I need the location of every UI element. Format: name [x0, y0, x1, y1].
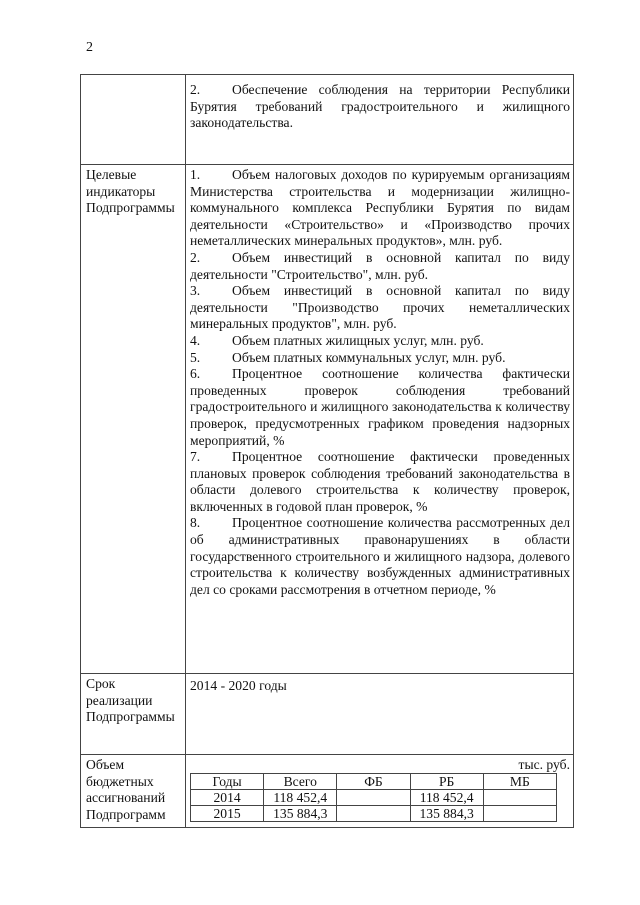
indicator-item — [190, 250, 570, 283]
budget-header-row — [191, 774, 557, 790]
table-row — [191, 806, 557, 822]
page-number: 2 — [86, 40, 93, 55]
item-text: Объем платных жилищных услуг, млн. руб. — [232, 332, 484, 348]
table-cell: 118 452,4 — [264, 790, 337, 806]
item-text: Процентное соотношение фактически проведенных плановых проверок соблюдения требований законодательства в области долевого строительства к количеству проверок, включенных в годовой план проверок, % — [190, 449, 570, 514]
indicator-item — [190, 515, 570, 598]
unit-label: тыс. руб. — [518, 757, 570, 772]
item-text: Процентное соотношение количества рассмотренных дел об административных правонарушениях в области государственного строительного и жилищного надзора, долевого строительства к количеству возбужденных административных дел со сроками рассмотрения в отчетном периоде, % — [190, 515, 570, 597]
item-number: 2. — [190, 82, 201, 97]
goals-row — [81, 75, 574, 165]
item-number: 5. — [190, 349, 201, 365]
table-cell: 2015 — [191, 806, 264, 822]
column-header: ФБ — [337, 774, 410, 790]
item-text: Обеспечение соблюдения на территории Республики Бурятия требований градостроительного и жилищного законодательства. — [190, 82, 570, 131]
table-cell — [483, 806, 556, 822]
indicator-item — [190, 283, 570, 333]
item-text: Объем платных коммунальных услуг, млн. руб. — [232, 349, 506, 365]
item-number: 1. — [190, 167, 201, 182]
budget-label-cell: Объем бюджетных ассигнований Подпрограмм — [81, 755, 186, 828]
goals-label-cell — [81, 75, 186, 165]
column-header: МБ — [483, 774, 556, 790]
goal-item — [190, 82, 570, 132]
term-row — [81, 674, 574, 755]
budget-row — [81, 755, 574, 828]
indicators-content-cell — [186, 165, 574, 674]
budget-content-cell — [186, 755, 574, 828]
indicator-item — [190, 167, 570, 250]
item-number: 4. — [190, 332, 201, 348]
item-number: 7. — [190, 449, 201, 465]
indicator-item — [190, 449, 570, 515]
item-number: 3. — [190, 283, 201, 299]
table-row — [191, 790, 557, 806]
item-number: 2. — [190, 249, 201, 265]
table-cell — [483, 790, 556, 806]
item-number: 8. — [190, 515, 201, 531]
table-cell: 135 884,3 — [410, 806, 483, 822]
table-cell — [337, 806, 410, 822]
goals-content-cell — [186, 75, 574, 165]
table-cell: 135 884,3 — [264, 806, 337, 822]
subprogram-passport-table — [80, 74, 574, 828]
item-text: Объем налоговых доходов по курируемым организациям Министерства строительства и модернизации жилищно-коммунального комплекса Республики Бурятия по видам деятельности «Строительство» и «Производство прочих неметаллических минеральных продуктов», млн. руб. — [190, 167, 570, 249]
table-cell — [337, 790, 410, 806]
item-text: Процентное соотношение количества фактически проведенных проверок соблюдения требований градостроительного и жилищного законодательства к количеству проверок, предусмотренных графиком проведения надзорных мероприятий, % — [190, 366, 570, 448]
budget-table — [190, 773, 557, 822]
indicators-row — [81, 165, 574, 674]
indicator-item — [190, 366, 570, 449]
item-text: Объем инвестиций в основной капитал по виду деятельности "Производство прочих неметаллических минеральных продуктов", млн. руб. — [190, 283, 570, 332]
table-cell: 2014 — [191, 790, 264, 806]
indicator-item — [190, 333, 570, 350]
indicators-label-cell: Целевые индикаторы Подпрограммы — [81, 165, 186, 674]
term-value-cell: 2014 - 2020 годы — [186, 674, 574, 755]
item-text: Объем инвестиций в основной капитал по виду деятельности "Строительство", млн. руб. — [190, 249, 570, 282]
term-label-cell: Срок реализации Подпрограммы — [81, 674, 186, 755]
column-header: Годы — [191, 774, 264, 790]
table-cell: 118 452,4 — [410, 790, 483, 806]
indicator-item — [190, 350, 570, 367]
item-number: 6. — [190, 366, 201, 382]
column-header: РБ — [410, 774, 483, 790]
column-header: Всего — [264, 774, 337, 790]
